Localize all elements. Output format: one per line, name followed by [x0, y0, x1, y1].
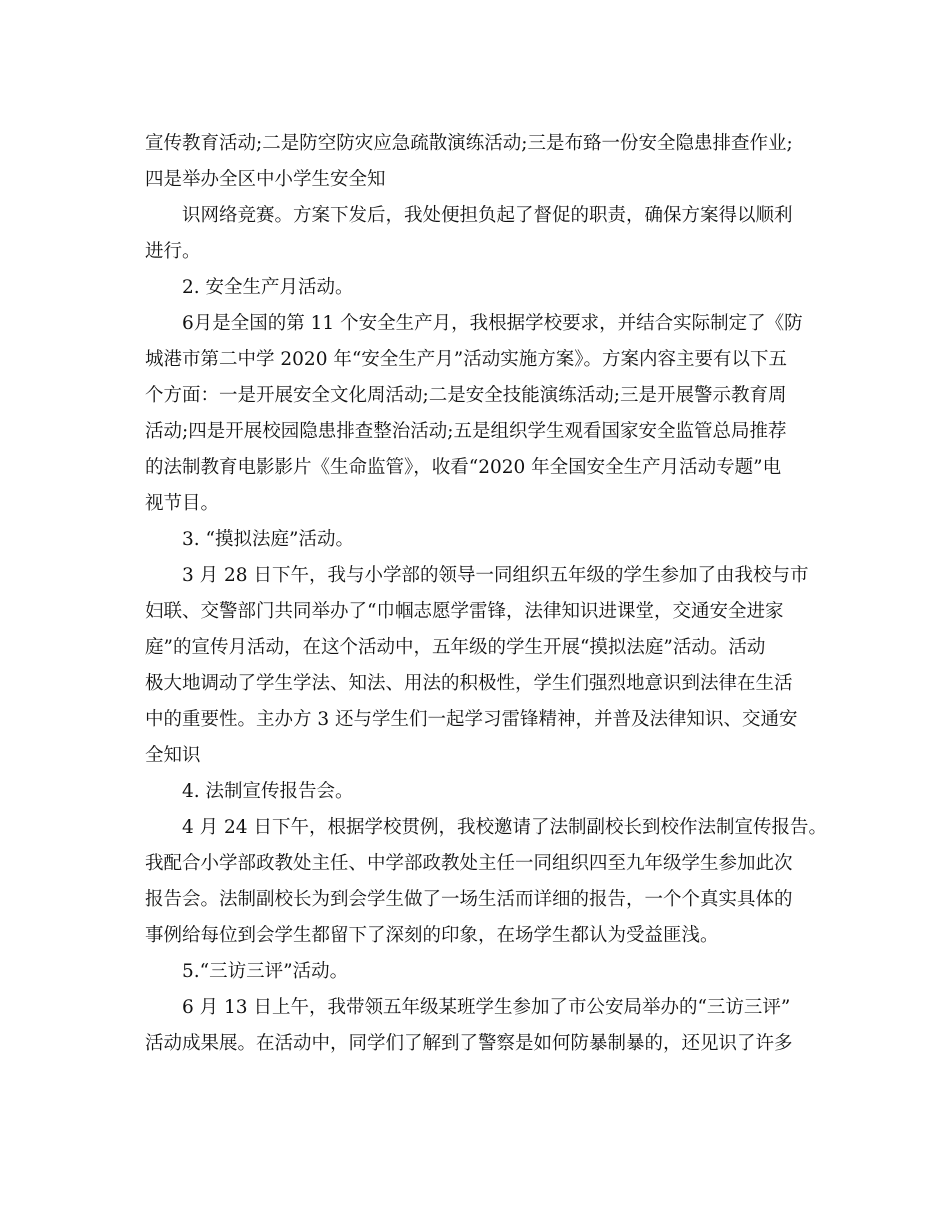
section-heading: 2. 安全生产月活动。	[182, 277, 354, 298]
text-line: 6 月 13 日上午，我带领五年级某班学生参加了市公安局举办的“三访三评”	[182, 997, 791, 1018]
text-line: 四是举办全区中小学生安全知	[145, 169, 386, 190]
text-line: 3 月 28 日下午，我与小学部的领导一同组织五年级的学生参加了由我校与市	[182, 565, 809, 586]
section-heading: 4. 法制宣传报告会。	[182, 781, 354, 802]
section-heading: 3. “摸拟法庭”活动。	[182, 529, 354, 550]
text-line: 6月是全国的第 11 个安全生产月，我根据学校要求，并结合实际制定了《防	[182, 313, 803, 334]
text-line: 庭”的宣传月活动，在这个活动中，五年级的学生开展“摸拟法庭”活动。活动	[145, 637, 766, 658]
text-line: 活动成果展。在活动中，同学们了解到了警察是如何防暴制暴的，还见识了许多	[145, 1033, 793, 1054]
text-line: 视节目。	[145, 493, 220, 514]
text-line: 的法制教育电影影片《生命监管》，收看“2020 年全国安全生产月活动专题”电	[145, 457, 782, 478]
text-line: 事例给每位到会学生都留下了深刻的印象，在场学生都认为受益匪浅。	[145, 925, 719, 946]
text-line: 识网络竞赛。方案下发后，我处便担负起了督促的职责，确保方案得以顺利	[182, 205, 793, 226]
text-line: 城港市第二中学 2020 年“安全生产月”活动实施方案》。方案内容主要有以下五	[145, 349, 788, 370]
section-heading: 5.“三访三评”活动。	[182, 961, 349, 982]
text-line: 活动;四是开展校园隐患排查整治活动;五是组织学生观看国家安全监管总局推荐	[145, 421, 787, 442]
text-line: 全知识	[145, 745, 201, 766]
text-line: 进行。	[145, 241, 201, 262]
text-line: 个方面：一是开展安全文化周活动;二是安全技能演练活动;三是开展警示教育周	[145, 385, 787, 406]
text-line: 宣传教育活动;二是防空防灾应急疏散演练活动;三是布臵一份安全隐患排查作业;	[145, 133, 793, 154]
text-line: 4 月 24 日下午，根据学校贯例，我校邀请了法制副校长到校作法制宣传报告。	[182, 817, 827, 838]
text-line: 报告会。法制副校长为到会学生做了一场生活而详细的报告，一个个真实具体的	[145, 889, 793, 910]
text-line: 我配合小学部政教处主任、中学部政教处主任一同组织四至九年级学生参加此次	[145, 853, 793, 874]
text-line: 极大地调动了学生学法、知法、用法的积极性，学生们强烈地意识到法律在生活	[145, 673, 793, 694]
text-line: 妇联、交警部门共同举办了“巾帼志愿学雷锋，法律知识进课堂，交通安全进家	[145, 601, 784, 622]
text-line: 中的重要性。主办方 3 还与学生们一起学习雷锋精神，并普及法律知识、交通安	[145, 709, 798, 730]
